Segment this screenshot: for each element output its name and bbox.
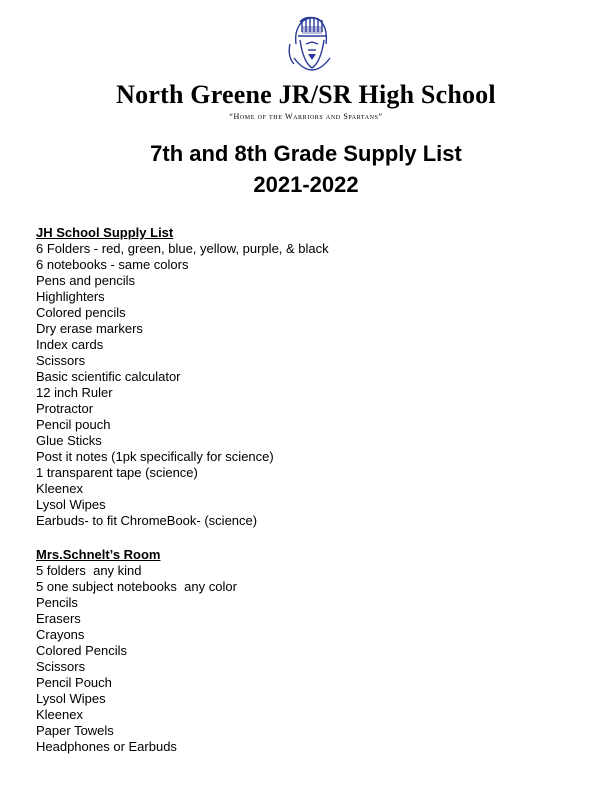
list-item: Lysol Wipes (36, 691, 106, 706)
list-item: 6 Folders - red, green, blue, yellow, purple, & black (36, 241, 329, 256)
school-name: North Greene JR/SR High School (116, 80, 496, 109)
list-item: Erasers (36, 611, 81, 626)
list-item: Kleenex (36, 707, 83, 722)
list-item: Kleenex (36, 481, 83, 496)
list-item: Glue Sticks (36, 433, 102, 448)
list-item: Index cards (36, 337, 104, 352)
list-item: Pencils (36, 595, 78, 610)
list-item: Paper Towels (36, 723, 114, 738)
schnelt-supply-list (36, 547, 237, 755)
list-item: Colored Pencils (36, 643, 128, 658)
page-title: 7th and 8th Grade Supply List (150, 141, 462, 166)
school-motto: “Home of the Warriors and Spartans” (229, 112, 383, 121)
list-item: Pens and pencils (36, 273, 136, 288)
list-item: Headphones or Earbuds (36, 739, 177, 754)
list-item: Highlighters (36, 289, 105, 304)
list-item: Dry erase markers (36, 321, 143, 336)
list-item: 5 folders any kind (36, 563, 142, 578)
warrior-helmet-icon (282, 14, 332, 72)
list-item: Post it notes (1pk specifically for science) (36, 449, 274, 464)
list-item: 5 one subject notebooks any color (36, 579, 237, 594)
list-item: Scissors (36, 659, 86, 674)
list-item: Colored pencils (36, 305, 126, 320)
jh-list-heading: JH School Supply List (36, 225, 174, 240)
list-item: Crayons (36, 627, 85, 642)
list-item: Earbuds- to fit ChromeBook- (science) (36, 513, 258, 528)
list-item: Protractor (36, 401, 94, 416)
jh-supply-list (36, 225, 329, 529)
school-year: 2021-2022 (253, 172, 359, 197)
list-item: 1 transparent tape (science) (36, 465, 198, 480)
list-item: Scissors (36, 353, 86, 368)
list-item: Lysol Wipes (36, 497, 106, 512)
list-item: Pencil Pouch (36, 675, 112, 690)
list-item: Pencil pouch (36, 417, 111, 432)
list-item: 12 inch Ruler (36, 385, 113, 400)
list-item: Basic scientific calculator (36, 369, 181, 384)
list-item: 6 notebooks - same colors (36, 257, 189, 272)
schnelt-list-heading: Mrs.Schnelt’s Room (36, 547, 161, 562)
